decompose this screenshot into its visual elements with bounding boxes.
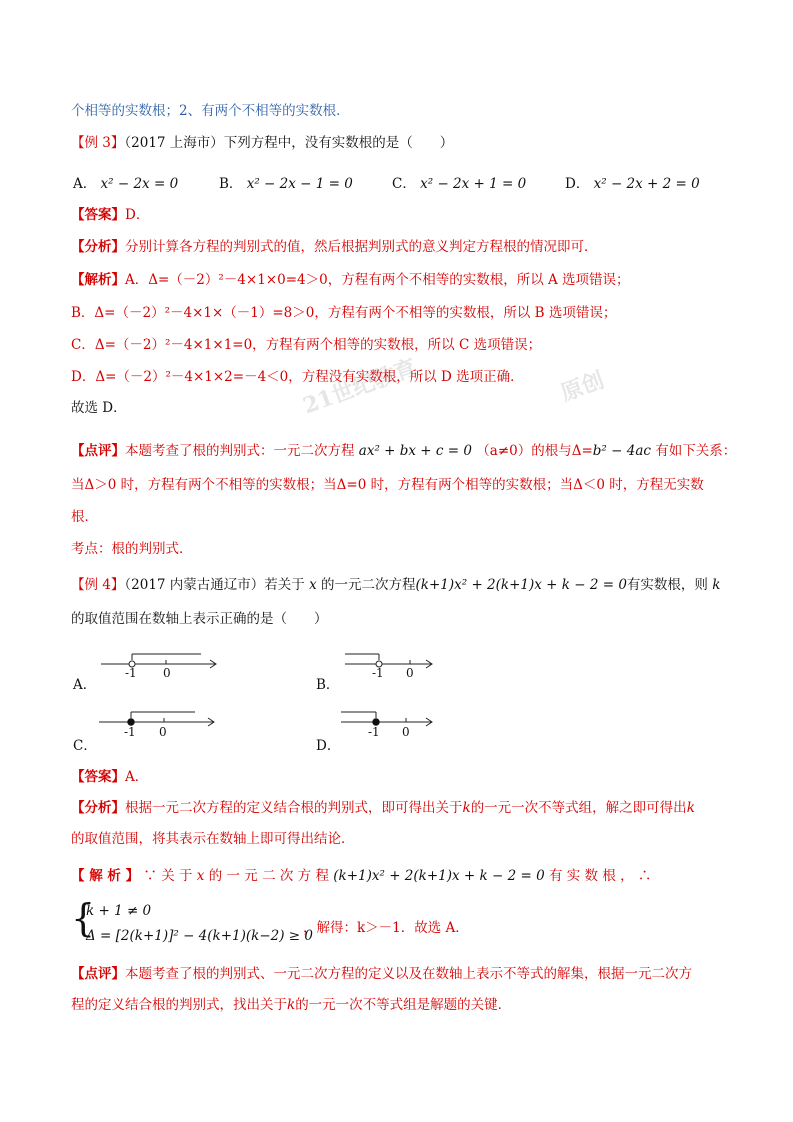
ex4-analysis-2: 的取值范围，将其表示在数轴上即可得出结论． bbox=[71, 831, 355, 847]
tick-label-neg1: -1 bbox=[368, 725, 380, 739]
watermark: 21世纪教育 bbox=[299, 354, 421, 420]
tick-label-neg1: -1 bbox=[372, 666, 384, 680]
ex3-question-text: 下列方程中，没有实数根的是（ ） bbox=[223, 135, 454, 151]
number-line-a bbox=[96, 650, 226, 684]
ex3-solution-a: 【解析】A．Δ=（－2）²－4×1×0=4＞0，方程有两个不相等的实数根，所以 A 选项错误； bbox=[71, 272, 630, 288]
ex3-solution-c: C．Δ=（－2）²－4×1×1=0，方程有两个相等的实数根，所以 C 选项错误； bbox=[71, 337, 542, 353]
tick-label-neg1: -1 bbox=[125, 666, 137, 680]
ex4-comment: 【点评】本题考查了根的判别式、一元二次方程的定义以及在数轴上表示不等式的解集，根据一元二次方 bbox=[71, 966, 692, 982]
system-line-2: Δ = [2(k+1)]² − 4(k+1)(k−2) ≥ 0 bbox=[86, 928, 313, 944]
ex4-answer: 【答案】A． bbox=[71, 769, 149, 785]
ex4-option-a-label: A． bbox=[73, 677, 97, 693]
ex4-analysis: 【分析】根据一元二次方程的定义结合根的判别式，即可得出关于k的一元一次不等式组，解之即可得出k bbox=[71, 800, 695, 816]
ex4-option-c-label: C． bbox=[73, 738, 97, 754]
ex3-option-a: A． x² − 2x = 0 bbox=[73, 176, 179, 192]
number-line-d bbox=[336, 708, 441, 742]
ex3-kaodian: 考点：根的判别式． bbox=[71, 541, 193, 557]
ex4-option-b-label: B． bbox=[316, 677, 340, 693]
ex3-source: （2017 上海市） bbox=[124, 135, 224, 151]
ex4-tag: 【例 4】 bbox=[71, 577, 125, 593]
ex4-question: 【例 4】（2017 内蒙古通辽市）若关于 x 的一元二次方程(k+1)x² + 2(k+1)x + k − 2 = 0有实数根，则 k bbox=[71, 577, 721, 593]
ex3-comment-3: 根． bbox=[71, 509, 98, 525]
watermark: 原创 bbox=[557, 367, 608, 407]
ex3-solution-d: D．Δ=（－2）²－4×1×2=－4＜0，方程没有实数根，所以 D 选项正确． bbox=[71, 369, 524, 385]
system-brace: { bbox=[71, 896, 96, 940]
tick-label-0: 0 bbox=[402, 725, 410, 739]
tick-label-0: 0 bbox=[406, 666, 414, 680]
ex3-option-d: D． x² − 2x + 2 = 0 bbox=[565, 176, 700, 192]
ex4-question-2: 的取值范围在数轴上表示正确的是（ ） bbox=[71, 611, 328, 627]
ex4-comment-2: 程的定义结合根的判别式，找出关于k的一元一次不等式组是解题的关键． bbox=[71, 997, 512, 1013]
ex4-solution: 【 解 析 】 ∵ 关 于 x 的 一 元 二 次 方 程 (k+1)x² + 2(k+1)x + k − 2 = 0 有 实 数 根 ， ∴ bbox=[71, 868, 652, 884]
tick-label-0: 0 bbox=[159, 725, 167, 739]
ex4-solve-result: ，解得：k＞－1．故选 A． bbox=[303, 920, 469, 936]
ex3-option-c: C． x² − 2x + 1 = 0 bbox=[392, 176, 527, 192]
ex3-answer: 【答案】D． bbox=[71, 207, 150, 223]
ex3-question bbox=[71, 133, 453, 153]
ex3-comment: 【点评】本题考查了根的判别式：一元二次方程 ax² + bx + c = 0 （a≠0）的根与Δ=b² − 4ac 有如下关系： bbox=[71, 443, 737, 459]
ex3-tag: 【例 3】 bbox=[71, 135, 125, 151]
ex3-comment-2: 当Δ＞0 时，方程有两个不相等的实数根；当Δ=0 时，方程有两个相等的实数根；当Δ＜0 时，方程无实数 bbox=[71, 477, 704, 493]
ex4-option-d-label: D． bbox=[316, 738, 341, 754]
ex3-solution-b: B．Δ=（－2）²－4×1×（－1）=8＞0，方程有两个不相等的实数根，所以 B 选项错误； bbox=[71, 305, 617, 321]
number-line-b bbox=[340, 650, 440, 684]
header-line: 个相等的实数根；2、有两个不相等的实数根． bbox=[71, 103, 350, 119]
ex3-option-b: B． x² − 2x − 1 = 0 bbox=[219, 176, 353, 192]
ex3-choose: 故选 D． bbox=[71, 400, 127, 416]
ex3-analysis: 【分析】分别计算各方程的判别式的值，然后根据判别式的意义判定方程根的情况即可． bbox=[71, 239, 598, 255]
tick-label-neg1: -1 bbox=[124, 725, 136, 739]
system-line-1: k + 1 ≠ 0 bbox=[86, 903, 152, 919]
tick-label-0: 0 bbox=[163, 666, 171, 680]
